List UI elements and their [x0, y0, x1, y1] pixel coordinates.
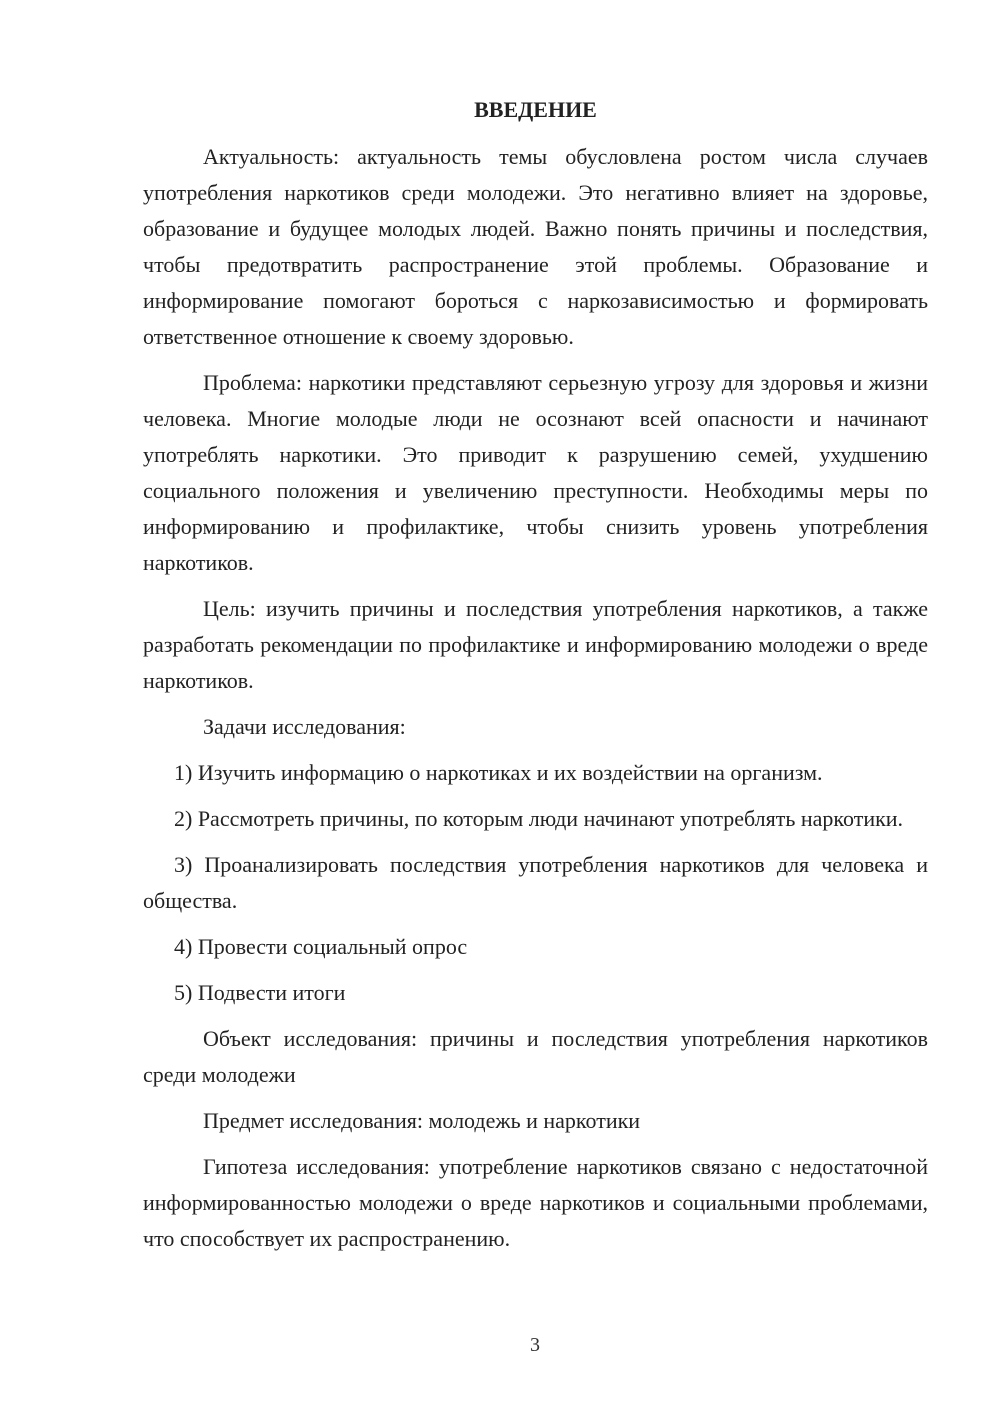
task-item-1: 1) Изучить информацию о наркотиках и их воздействии на организм.: [174, 760, 823, 785]
task-item-5: 5) Подвести итоги: [174, 980, 346, 1005]
paragraph-problem: Проблема: наркотики представляют серьезную угрозу для здоровья и жизни человека. Многие молодые люди не осознают всей опасности и начинают употреблять наркотики. Это приводит к разрушению семей, ухудшению социального положения и увеличению преступности. Необходимы меры по информированию и профилактике, чтобы снизить уровень употребления наркотиков.: [143, 370, 928, 575]
paragraph-relevance: Актуальность: актуальность темы обусловлена ростом числа случаев употребления наркотиков среди молодежи. Это негативно влияет на здоровье, образование и будущее молодых людей. Важно понять причины и последствия, чтобы предотвратить распространение этой проблемы. Образование и информирование помогают бороться с наркозависимостью и формировать ответственное отношение к своему здоровью.: [143, 144, 928, 349]
task-item-3: 3) Проанализировать последствия употребления наркотиков для человека и общества.: [143, 852, 928, 913]
paragraph-hypothesis: Гипотеза исследования: употребление наркотиков связано с недостаточной информированностью молодежи о вреде наркотиков и социальными проблемами, что способствует их распространению.: [143, 1154, 928, 1251]
paragraph-goal: Цель: изучить причины и последствия употребления наркотиков, а также разработать рекомендации по профилактике и информированию молодежи о вреде наркотиков.: [143, 596, 928, 693]
page-number: 3: [530, 1334, 540, 1356]
task-item-4: 4) Провести социальный опрос: [174, 934, 468, 959]
paragraph-tasks-intro: Задачи исследования:: [203, 714, 406, 739]
task-item-2: 2) Рассмотреть причины, по которым люди начинают употреблять наркотики.: [174, 806, 904, 831]
section-heading: ВВЕДЕНИЕ: [474, 97, 597, 122]
page-body: [143, 94, 928, 1267]
paragraph-subject: Предмет исследования: молодежь и наркотики: [203, 1108, 641, 1133]
paragraph-object: Объект исследования: причины и последствия употребления наркотиков среди молодежи: [143, 1026, 928, 1087]
